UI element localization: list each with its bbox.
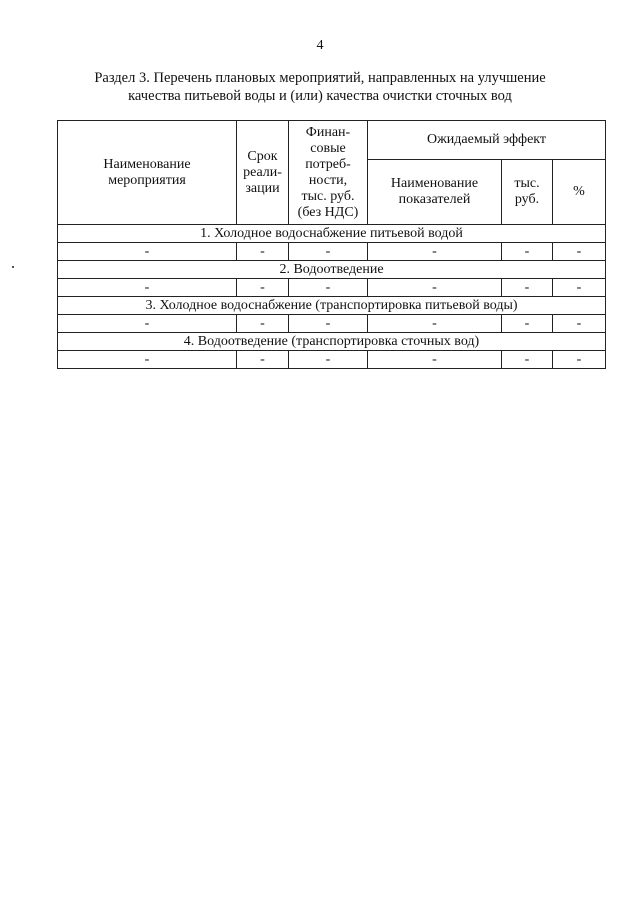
column-header-percent: % (553, 160, 606, 225)
section-row (58, 225, 606, 243)
table-row (58, 315, 606, 333)
section-row (58, 261, 606, 279)
table-cell: - (237, 351, 289, 369)
column-header-term: Срок реали-зации (237, 121, 289, 225)
column-header-finance: Финан-совые потреб-ности, тыс. руб. (без НДС) (289, 121, 368, 225)
heading-line-2: качества питьевой воды и (или) качества очистки сточных вод (128, 88, 512, 104)
table-cell: - (289, 279, 368, 297)
table-cell: - (289, 315, 368, 333)
table-cell: - (237, 279, 289, 297)
table-cell: - (58, 315, 237, 333)
section-row (58, 333, 606, 351)
table-cell: - (502, 279, 553, 297)
column-header-indicators: Наименование показателей (368, 160, 502, 225)
table-cell: - (58, 279, 237, 297)
section-heading (70, 69, 570, 105)
scan-artifact-dot (12, 266, 14, 268)
table-cell: - (553, 279, 606, 297)
table-row (58, 351, 606, 369)
planned-measures-table (57, 120, 606, 369)
table-row (58, 279, 606, 297)
table-cell: - (368, 315, 502, 333)
column-header-thousand-rub: тыс. руб. (502, 160, 553, 225)
table-cell: - (502, 243, 553, 261)
section-title: 3. Холодное водоснабжение (транспортировка питьевой воды) (58, 297, 606, 315)
table-cell: - (502, 351, 553, 369)
table-cell: - (237, 315, 289, 333)
section-title: 2. Водоотведение (58, 261, 606, 279)
table-row (58, 243, 606, 261)
section-row (58, 297, 606, 315)
table-cell: - (368, 279, 502, 297)
table-cell: - (368, 351, 502, 369)
heading-line-1: Раздел 3. Перечень плановых мероприятий, направленных на улучшение (94, 70, 546, 86)
table-cell: - (553, 315, 606, 333)
table-cell: - (237, 243, 289, 261)
table-cell: - (58, 243, 237, 261)
table-cell: - (289, 351, 368, 369)
column-header-expected-effect: Ожидаемый эффект (368, 121, 606, 160)
table-cell: - (502, 315, 553, 333)
column-header-name: Наименование мероприятия (58, 121, 237, 225)
section-title: 4. Водоотведение (транспортировка сточных вод) (58, 333, 606, 351)
table-header-row (58, 121, 606, 160)
table-cell: - (553, 243, 606, 261)
page-number: 4 (316, 38, 324, 53)
table-cell: - (58, 351, 237, 369)
table-cell: - (289, 243, 368, 261)
section-title: 1. Холодное водоснабжение питьевой водой (58, 225, 606, 243)
table-cell: - (368, 243, 502, 261)
table-cell: - (553, 351, 606, 369)
